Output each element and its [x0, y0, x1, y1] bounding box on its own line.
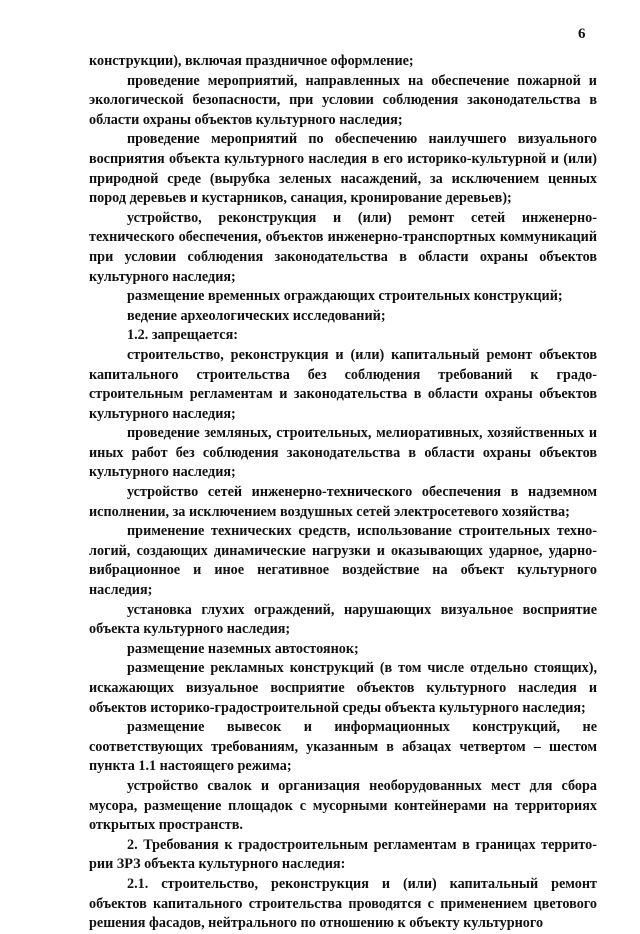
paragraph: размещение временных ограждающих строительных конструкций; [127, 288, 563, 305]
paragraph: установка глухих ограждений, нарушающих визуальное восприятие объекта культурного наследия; [89, 601, 597, 638]
paragraph: устройство, реконструкция и (или) ремонт сетей инженерно-технического обеспечения, объектов инженерно-транспортных коммуникаций при условии соблюдения законодательства в области охраны объектов культурного наследия; [89, 209, 597, 285]
paragraph: 2.1. строительство, реконструкция и (или) капитальный ремонт объектов капитального строительства проводятся с применением цветового решения фасадов, нейтрального по отношению к объекту культурного [89, 875, 597, 932]
paragraph: размещение наземных автостоянок; [127, 640, 359, 657]
paragraph: проведение мероприятий, направленных на обеспечение пожарной и экологической безопасности, при условии соблюдения законодательства в области охраны объектов культурного наследия; [89, 72, 597, 128]
paragraph: размещение вывесок и информационных конструкций, не соответствующих требованиям, указанным в абзацах четвертом – шестом пункта 1.1 настоящего режима; [89, 719, 597, 775]
paragraph: применение технических средств, использование строительных технологий, создающих динамические нагрузки и оказывающих ударное, ударно-вибрационное и иное негативное воздействие на объект культурного наследия; [89, 523, 597, 599]
paragraph: строительство, реконструкция и (или) капитальный ремонт объектов капитального строительства без соблюдения требований к градостроительным регламентам и законодательства в области охраны объектов культурного наследия; [89, 346, 597, 422]
section-heading: 2. Требования к градостроительным регламентам в границах территории ЗРЗ объекта культурного наследия: [89, 836, 597, 873]
document-body [89, 52, 597, 934]
paragraph: размещение рекламных конструкций (в том числе отдельно стоящих), искажающих визуальное восприятие объектов культурного наследия и объектов историко-градостроительной среды объекта культурного наследия; [89, 660, 597, 716]
paragraph: проведение земляных, строительных, мелиоративных, хозяйственных и иных работ без соблюдения законодательства в области охраны объектов культурного наследия; [89, 425, 597, 481]
paragraph: устройство свалок и организация необорудованных мест для сбора мусора, размещение площадок с мусорными контейнерами на территориях открытых пространств. [89, 777, 597, 834]
subsection-heading: 1.2. запрещается: [127, 327, 239, 344]
paragraph: проведение мероприятий по обеспечению наилучшего визуального восприятия объекта культурного наследия в его историко-культурной и (или) природной среде (вырубка зеленых насаждений, за исключением ценных пород деревьев и кустарников, санация, кронирование деревьев); [89, 131, 597, 207]
paragraph-continuation: конструкции), включая праздничное оформление; [89, 53, 414, 69]
paragraph: ведение археологических исследований; [127, 307, 386, 324]
page-number: 6 [578, 26, 586, 42]
paragraph: устройство сетей инженерно-технического обеспечения в надземном исполнении, за исключением воздушных сетей электросетевого хозяйства; [89, 484, 597, 520]
